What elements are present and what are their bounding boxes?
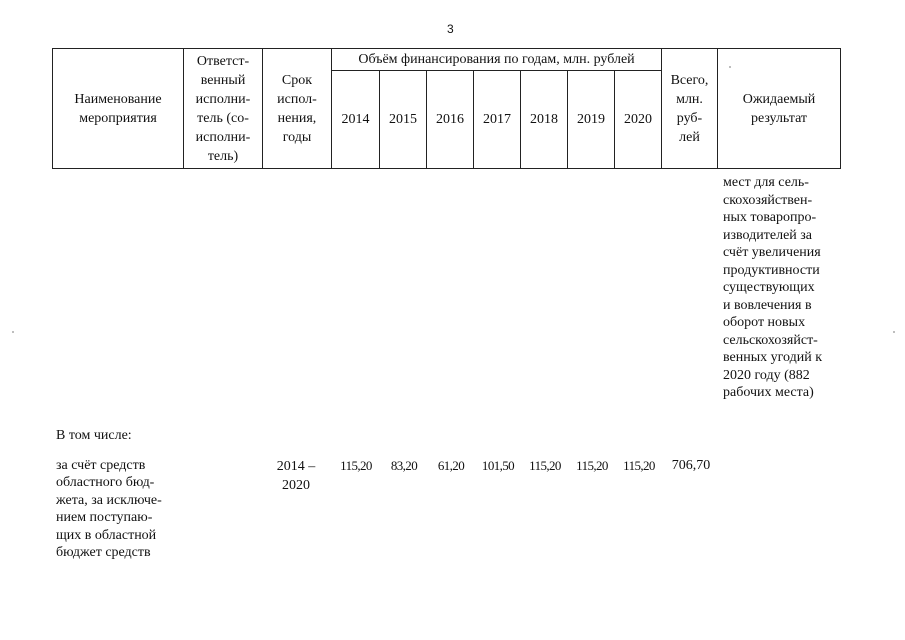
header-year-2019: 2019 — [567, 70, 615, 169]
row-value-2015: 83,20 — [390, 458, 418, 473]
row-name: за счёт средств областного бюд- жета, за исключе- нием поступаю- щих в областной бюджет средств — [56, 458, 162, 561]
row-total: 706,70 — [671, 458, 711, 473]
header-year-2018: 2018 — [520, 70, 568, 169]
header-financing: Объём финансирования по годам, млн. рублей — [331, 48, 662, 71]
header-year-2017: 2017 — [473, 70, 521, 169]
header-year-2015: 2015 — [379, 70, 427, 169]
header-year-2020: 2020 — [614, 70, 662, 169]
row-value-2018: 115,20 — [529, 458, 561, 473]
page-number: 3 — [447, 22, 454, 36]
scan-speck — [729, 66, 731, 68]
header-year-2014: 2014 — [331, 70, 380, 169]
row-value-2019: 115,20 — [576, 458, 608, 473]
row-value-2014: 115,20 — [340, 458, 372, 473]
scan-speck — [12, 331, 14, 333]
header-total: Всего, млн. руб- лей — [661, 48, 718, 169]
row-value-2017: 101,50 — [481, 458, 515, 473]
expected-result-continuation: мест для сель- скохозяйствен- ных товаропро- изводителей за счёт увеличения продуктивности существующих и вовлечения в оборот новых сельскохозяйст- венных угодий к 2020 году (882 рабочих места) — [723, 175, 823, 400]
header-year-2016: 2016 — [426, 70, 474, 169]
row-value-2020: 115,20 — [623, 458, 655, 473]
subsection-label: В том числе: — [56, 428, 132, 443]
header-name: Наименование мероприятия — [52, 48, 184, 169]
header-term: Срок испол- нения, годы — [262, 48, 332, 169]
header-executor: Ответст- венный исполни- тель (со- исполни- тель) — [183, 48, 263, 169]
row-term: 2014 – 2020 — [276, 459, 316, 493]
row-value-2016: 61,20 — [437, 458, 465, 473]
header-result: Ожидаемый результат — [717, 48, 841, 169]
scan-speck — [893, 331, 895, 333]
